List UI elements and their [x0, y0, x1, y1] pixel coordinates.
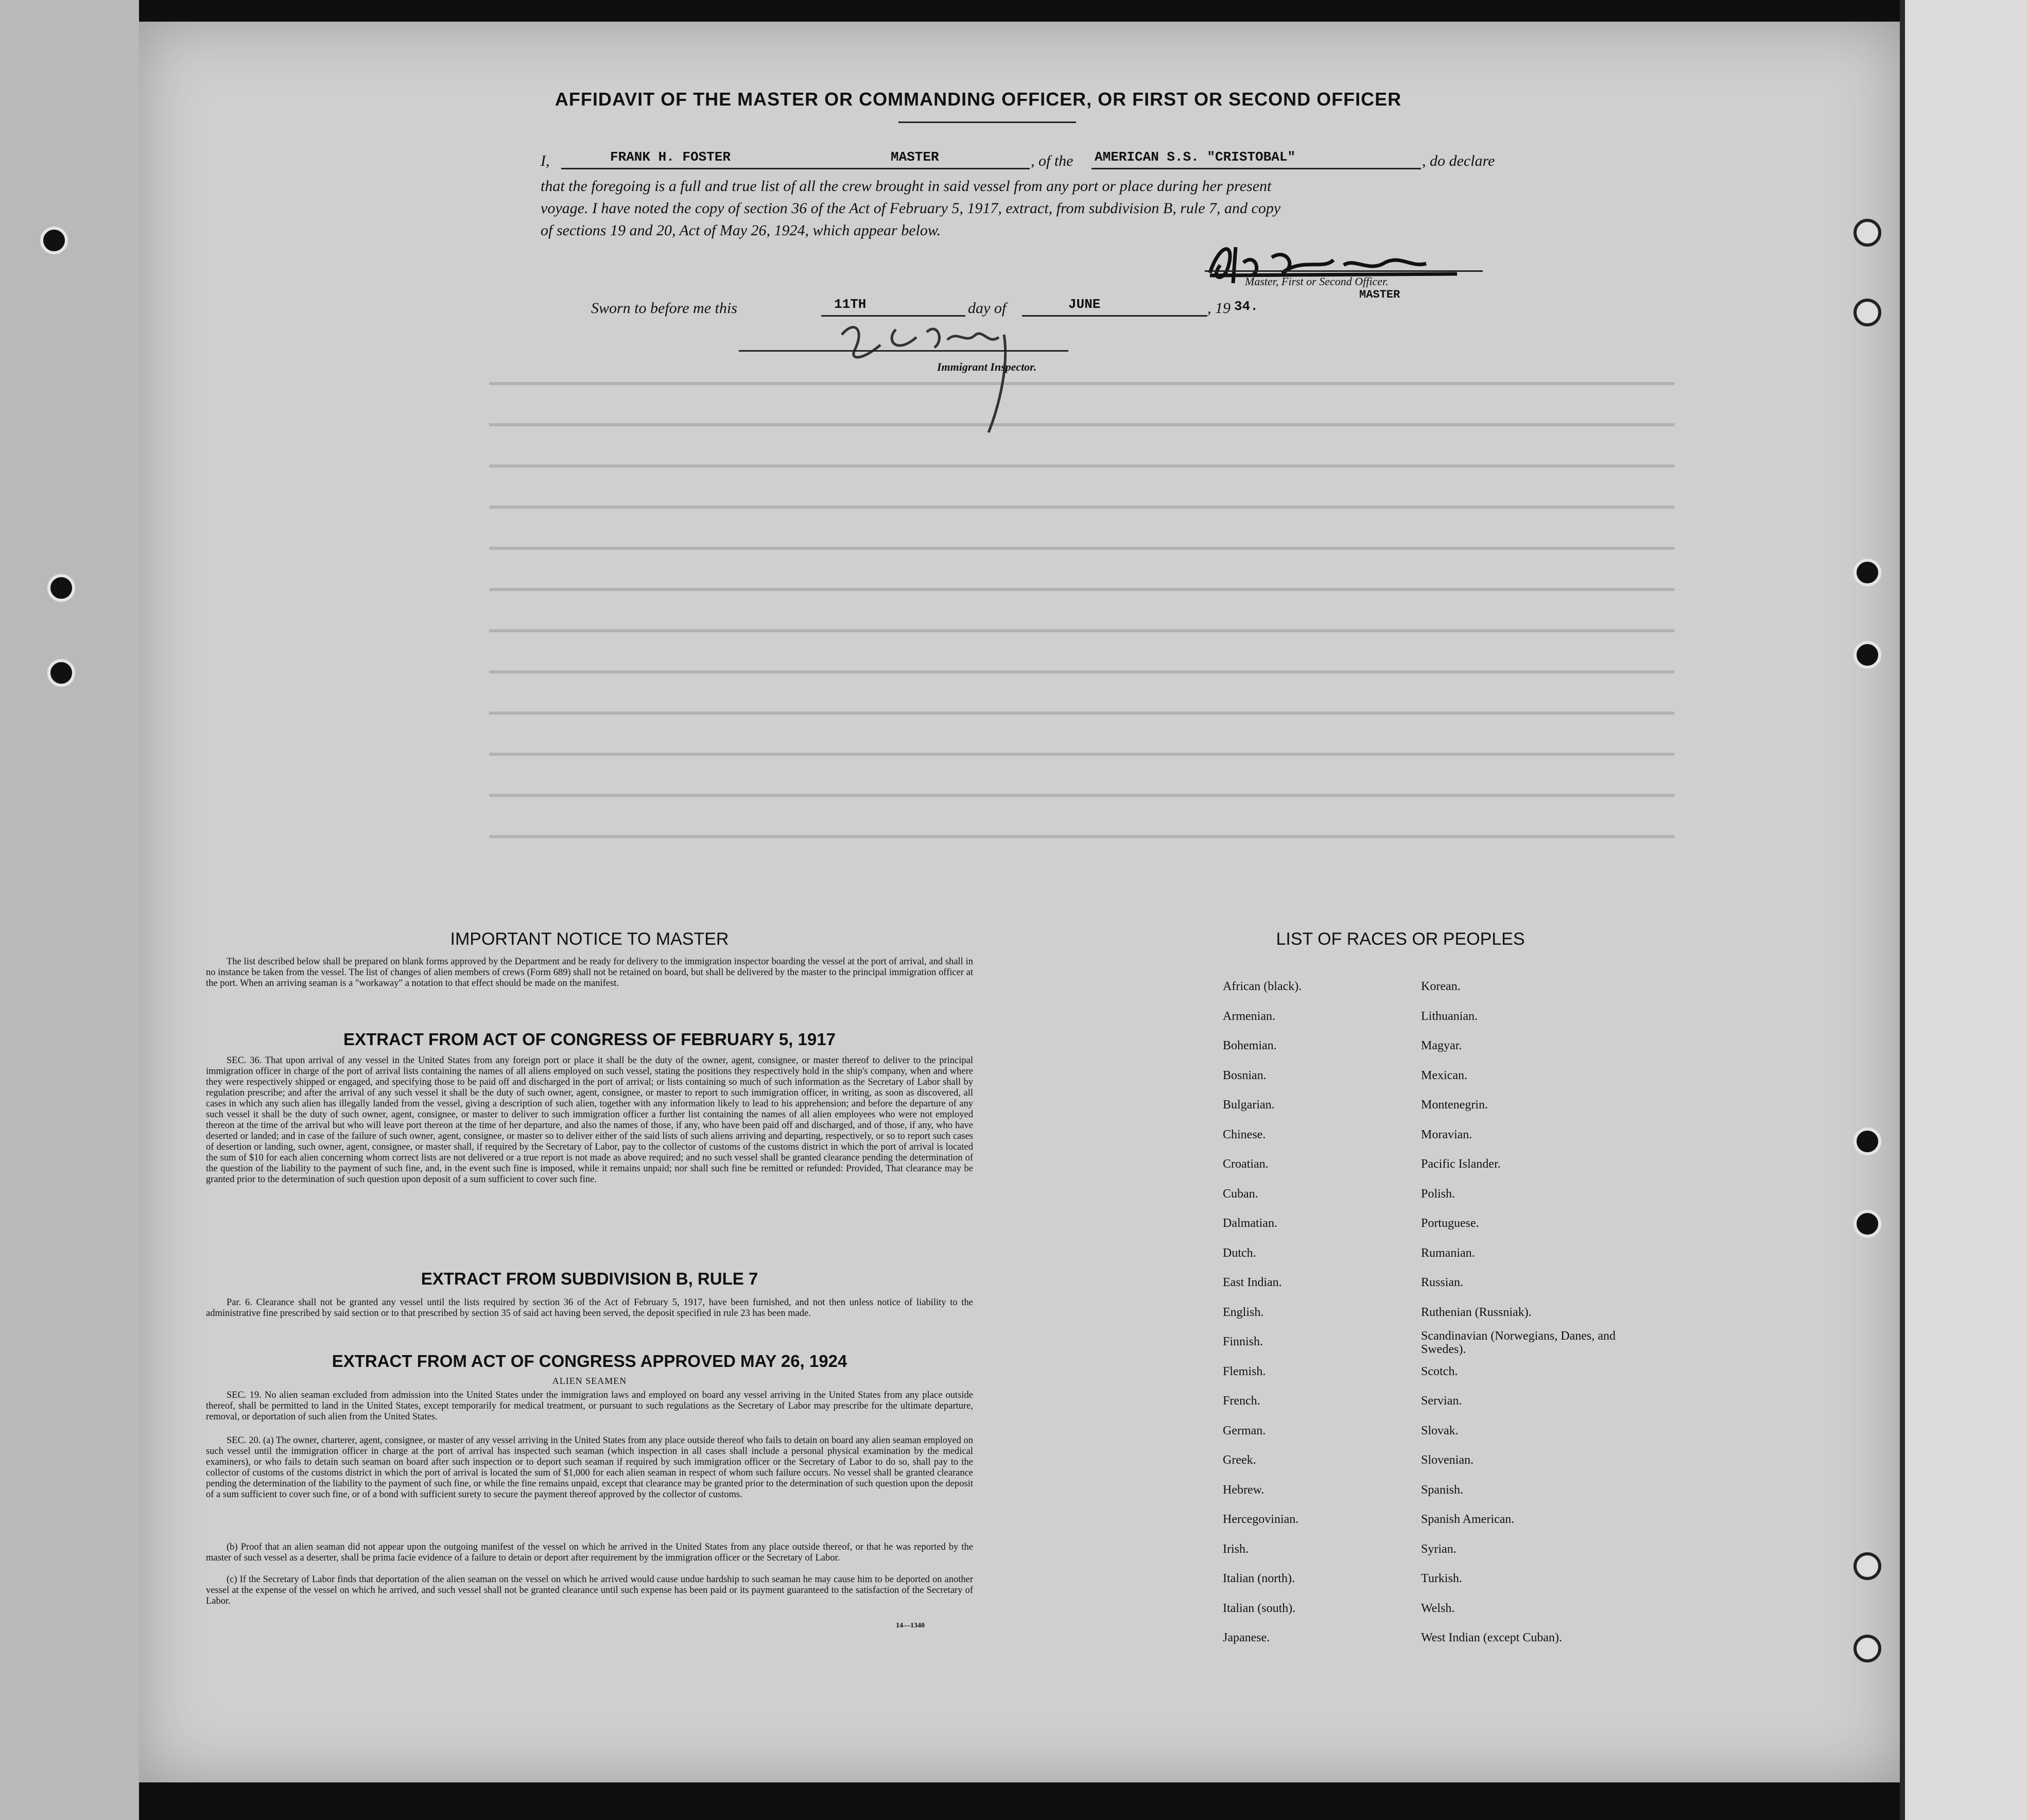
sworn-month: JUNE	[1068, 297, 1101, 312]
race-item: French.	[1223, 1394, 1260, 1408]
races-left-column	[1223, 972, 1302, 1653]
race-item: Ruthenian (Russniak).	[1421, 1305, 1532, 1319]
race-item: West Indian (except Cuban).	[1421, 1631, 1562, 1644]
race-item: Flemish.	[1223, 1364, 1266, 1378]
inspector-signature-line	[739, 350, 1068, 352]
binder-hole-icon	[1853, 1635, 1881, 1662]
race-item: German.	[1223, 1424, 1266, 1437]
sworn-label: Sworn to before me this	[591, 300, 737, 317]
races-title: LIST OF RACES OR PEOPLES	[1276, 929, 1525, 949]
vessel-name-field	[1092, 149, 1421, 169]
day-of-label: day of	[968, 300, 1007, 317]
binder-hole-icon	[1853, 219, 1881, 247]
race-item: Italian (north).	[1223, 1572, 1295, 1585]
race-item: Scandinavian (Norwegians, Danes, and Swedes).	[1421, 1329, 1616, 1356]
race-item: Lithuanian.	[1421, 1009, 1478, 1023]
race-item: Mexican.	[1421, 1068, 1467, 1082]
vessel-name: AMERICAN S.S. "CRISTOBAL"	[1095, 149, 1296, 165]
title-underline	[898, 122, 1076, 123]
race-item: Welsh.	[1421, 1601, 1455, 1615]
year-prefix: , 19	[1207, 300, 1231, 317]
race-item: Hebrew.	[1223, 1483, 1264, 1497]
race-item: Greek.	[1223, 1453, 1256, 1467]
race-item: Bohemian.	[1223, 1039, 1277, 1052]
binder-hole-icon	[1853, 299, 1881, 326]
race-item: Slovenian.	[1421, 1453, 1474, 1467]
master-rank: MASTER	[891, 149, 939, 165]
form-number: 14—1340	[896, 1622, 925, 1630]
race-item: Chinese.	[1223, 1128, 1266, 1141]
of-the-label: , of the	[1031, 152, 1073, 169]
race-item: Japanese.	[1223, 1631, 1270, 1644]
binder-hole-icon	[47, 659, 75, 687]
race-item: Scotch.	[1421, 1364, 1458, 1378]
race-item: Portuguese.	[1421, 1217, 1479, 1230]
race-item: Dutch.	[1223, 1246, 1256, 1260]
left-margin-strip	[0, 0, 139, 1820]
race-item: Croatian.	[1223, 1157, 1269, 1171]
section-20a-text: SEC. 20. (a) The owner, charterer, agent, consignee, or master of any vessel arriving in the United States from any place outside thereof who fails to detain on board any alien seaman employed on such vessel until the immigration officer in charge at the port of arrival has inspected such seaman (which inspection in all cases shall include a personal physical examination by the medical examiners), or who fails to detain such seaman on board after such inspection or to deport such seaman if required by such immigration officer or the Secretary of Labor to do so, shall pay to the collector of customs of the customs district in which the port of arrival is located the sum of $1,000 for each alien seaman in respect of whom such failure occurs. No vessel shall be granted clearance pending the determination of the liability to the payment of such fine, or while the fine remains unpaid, except that clearance may be granted prior to the determination of such question upon the deposit of a sum sufficient to cover such fine, or of a bond with sufficient surety to secure the payment thereof approved by the collector of customs.	[206, 1435, 973, 1500]
race-item: Bosnian.	[1223, 1068, 1267, 1082]
signature-line	[1205, 270, 1483, 272]
races-right-column	[1421, 972, 1637, 1653]
section-19-text: SEC. 19. No alien seaman excluded from admission into the United States under the immigration laws and employed on board any vessel arriving in the United States from any place outside thereof, shall be permitted to land in the United States, except temporarily for medical treatment, or pursuant to such regulations as the Secretary of Labor may prescribe for the ultimate departure, removal, or deportation of such alien from the United States.	[206, 1390, 973, 1422]
race-item: Slovak.	[1421, 1424, 1459, 1437]
signature-rank: MASTER	[1359, 288, 1400, 301]
binder-hole-icon	[47, 574, 75, 602]
section-20c-text: (c) If the Secretary of Labor finds that deportation of the alien seaman on the vessel on which he arrived would cause undue hardship to such seaman he may cause him to be deported on another vessel at the expense of the vessel on which he arrived, and such vessel shall not be granted clearance until such expense has been paid or its payment guaranteed to the satisfaction of the Secretary of Labor.	[206, 1574, 973, 1606]
binder-hole-icon	[1853, 1552, 1881, 1580]
year-suffix: 34.	[1234, 299, 1258, 314]
extract-1917-title: EXTRACT FROM ACT OF CONGRESS OF FEBRUARY 5, 1917	[343, 1030, 836, 1049]
extract-1924-title: EXTRACT FROM ACT OF CONGRESS APPROVED MAY 26, 1924	[332, 1351, 847, 1371]
race-item: Montenegrin.	[1421, 1098, 1488, 1112]
section-20b-text: (b) Proof that an alien seaman did not appear upon the outgoing manifest of the vessel on which he arrived in the United States from any place outside thereof, or that he was reported by the master of such vessel as a deserter, shall be prima facie evidence of a failure to detain or deport after requirement by the immigration officer or the Secretary of Labor.	[206, 1542, 973, 1563]
declaration-line-3: voyage. I have noted the copy of section 36 of the Act of February 5, 1917, extract, from subdivision B, rule 7, and copy	[541, 200, 1281, 217]
inspector-signature	[834, 309, 1092, 443]
race-item: Polish.	[1421, 1187, 1456, 1201]
race-item: English.	[1223, 1305, 1264, 1319]
race-item: Cuban.	[1223, 1187, 1258, 1201]
bleed-through-table	[489, 360, 1751, 901]
do-declare-label: , do declare	[1422, 152, 1495, 169]
declaration-line-4: of sections 19 and 20, Act of May 26, 1924, which appear below.	[541, 222, 941, 239]
race-item: Magyar.	[1421, 1039, 1462, 1052]
binder-hole-icon	[40, 227, 68, 254]
race-item: Korean.	[1421, 980, 1461, 993]
master-name: FRANK H. FOSTER	[610, 149, 731, 165]
subdivision-b-body: Par. 6. Clearance shall not be granted any vessel until the lists required by section 36 of the Act of February 5, 1917, have been furnished, and not then unless notice of liability to the administrative fine prescribed by said section or to that prescribed by section 35 of said act having been served, the deposit specified in rule 23 has been made.	[206, 1297, 973, 1319]
race-item: African (black).	[1223, 980, 1302, 993]
race-item: Turkish.	[1421, 1572, 1462, 1585]
race-item: Finnish.	[1223, 1335, 1263, 1348]
binder-hole-icon	[1853, 641, 1881, 669]
race-item: Spanish.	[1421, 1483, 1464, 1497]
sworn-day: 11TH	[834, 297, 867, 312]
race-item: Syrian.	[1421, 1542, 1457, 1556]
binder-hole-icon	[1853, 1210, 1881, 1238]
race-item: East Indian.	[1223, 1276, 1282, 1289]
notice-body: The list described below shall be prepared on blank forms approved by the Department and be ready for delivery to the immigration inspector boarding the vessel at the port of arrival, and shall in no instance be taken from the vessel. The list of changes of alien members of crews (Form 689) shall not be retained on board, but shall be delivered by the master to the principal immigration officer at the port. When an arriving seaman is a "workaway" a notation to that effect should be made on the manifest.	[206, 957, 973, 989]
extract-1917-body: SEC. 36. That upon arrival of any vessel in the United States from any foreign port or place it shall be the duty of the owner, agent, consignee, or master thereof to deliver to the principal immigration officer in charge of the port of arrival lists containing the names of all aliens employed on such vessel, stating the positions they respectively hold in the ship's company, when and where they were respectively shipped or engaged, and specifying those to be paid off and discharged in the port of arrival; or lists containing so much of such information as the Secretary of Labor shall by regulation prescribe; and after the arrival of any such vessel it shall be the duty of such owner, agent, consignee, or master to report to such immigration officer, in writing, as soon as discovered, all cases in which any such alien has illegally landed from the vessel, giving a description of such alien, together with any information likely to lead to his apprehension; and before the departure of any such vessel it shall be the duty of such owner, agent, consignee, or master to deliver to such immigration officer a further list containing the names of all alien employees who were not employed thereon at the time of the arrival but who will leave port thereon at the time of her departure, and also the names of those, if any, who have been paid off and discharged, and of those, if any, who have deserted or landed; and in case of the failure of such owner, agent, consignee, or master so to deliver either of the said lists of such aliens arriving and departing, respectively, or so to report such cases of desertion or landing, such owner, agent, consignee, or master shall, if required by the Secretary of Labor, pay to the collector of customs of the customs district in which the port of arrival is located the sum of $10 for each alien concerning whom correct lists are not delivered or a true report is not made as above required; and no such vessel shall be granted clearance pending the determination of the question of the liability to the payment of such fine, and, in the event such fine is imposed, while it remains unpaid; nor shall such fine be remitted or refunded: Provided, That clearance may be granted prior to the determination of such question upon deposit of a sum sufficient to cover such fine.	[206, 1055, 973, 1185]
race-item: Spanish American.	[1421, 1513, 1515, 1526]
binder-hole-icon	[1853, 1128, 1881, 1155]
race-item: Servian.	[1421, 1394, 1462, 1408]
race-item: Pacific Islander.	[1421, 1157, 1501, 1171]
declaration-i-label: I,	[541, 152, 550, 169]
race-item: Hercegovinian.	[1223, 1513, 1299, 1526]
race-item: Russian.	[1421, 1276, 1464, 1289]
notice-title: IMPORTANT NOTICE TO MASTER	[450, 929, 729, 949]
right-margin-strip	[1905, 0, 2027, 1820]
race-item: Rumanian.	[1421, 1246, 1475, 1260]
affidavit-title: AFFIDAVIT OF THE MASTER OR COMMANDING OFFICER, OR FIRST OR SECOND OFFICER	[555, 89, 1402, 110]
binder-hole-icon	[1853, 559, 1881, 586]
race-item: Moravian.	[1421, 1128, 1472, 1141]
race-item: Dalmatian.	[1223, 1217, 1277, 1230]
race-item: Italian (south).	[1223, 1601, 1296, 1615]
inspector-caption: Immigrant Inspector.	[937, 360, 1037, 373]
subdivision-b-title: EXTRACT FROM SUBDIVISION B, RULE 7	[421, 1269, 758, 1288]
declaration-line-2: that the foregoing is a full and true list of all the crew brought in said vessel from any port or place during her present	[541, 178, 1272, 195]
alien-seamen-subtitle: ALIEN SEAMEN	[552, 1376, 627, 1386]
master-name-field	[561, 149, 1030, 169]
race-item: Irish.	[1223, 1542, 1249, 1556]
signature-caption: Master, First or Second Officer.	[1245, 275, 1389, 288]
race-item: Armenian.	[1223, 1009, 1275, 1023]
race-item: Bulgarian.	[1223, 1098, 1275, 1112]
